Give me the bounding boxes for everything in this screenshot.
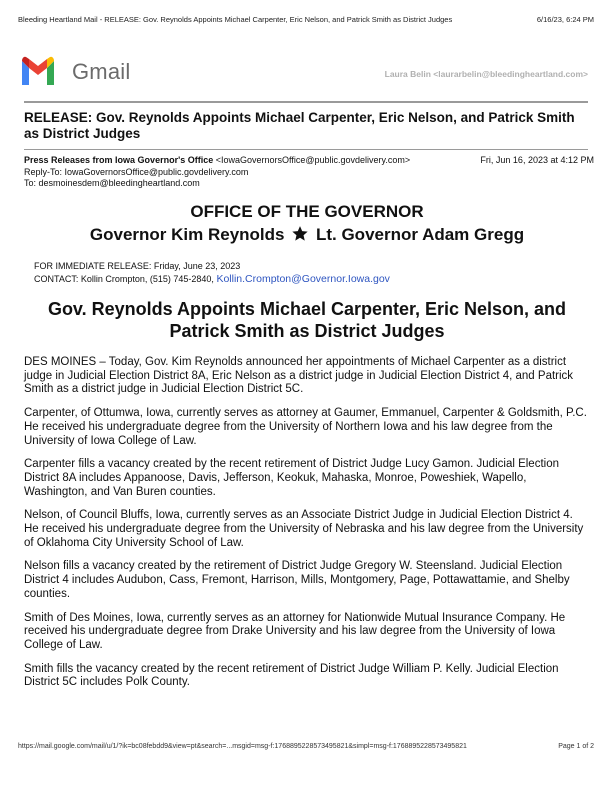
press-headline: Gov. Reynolds Appoints Michael Carpenter, Eric Nelson, and Patrick Smith as District Judges (47, 299, 567, 341)
page-number: Page 1 of 2 (558, 743, 594, 750)
office-heading: OFFICE OF THE GOVERNOR (190, 202, 424, 221)
email-meta (24, 155, 594, 190)
print-title: Bleeding Heartland Mail - RELEASE: Gov. Reynolds Appoints Michael Carpenter, Eric Nelson, and Patrick Smith as District Judges (18, 15, 453, 24)
governor-name: Governor Kim Reynolds (89, 225, 285, 244)
contact-email-link[interactable]: Kollin.Crompton@Governor.Iowa.gov (216, 273, 390, 285)
email-subject: RELEASE: Gov. Reynolds Appoints Michael Carpenter, Eric Nelson, and Patrick Smith as District Judges (24, 110, 575, 141)
header-divider (24, 101, 588, 103)
body-paragraph: DES MOINES – Today, Gov. Kim Reynolds announced her appointments of Michael Carpenter as a district judge in Judicial Election District 8A, Eric Nelson as a district judge in Judicial Election District 4, and Patrick Smith as a district judge in Judicial Election District 5C. (24, 356, 574, 396)
body-paragraph: Carpenter fills a vacancy created by the recent retirement of District Judge Lucy Gamon. Judicial Election District 8A includes Appanoose, Davis, Jefferson, Keokuk, Mahaska, Monroe, Poweshiek, Wapello, Washington, and Van Buren counties. (24, 458, 559, 498)
account-label: Laura Belin <laurarbelin@bleedingheartland.com> (384, 69, 588, 79)
body-paragraph: Nelson, of Council Bluffs, Iowa, currently serves as an Associate District Judge in Judicial Election District 4. He received his undergraduate degree from the University of Nebraska and his law degree from the University of Oklahoma City University School of Law. (24, 509, 584, 549)
subject-divider (24, 149, 588, 150)
reply-to: Reply-To: IowaGovernorsOffice@public.govdelivery.com (24, 166, 249, 177)
governor-line (24, 224, 590, 246)
gmail-wordmark: Gmail (72, 59, 131, 84)
body-paragraph: Smith of Des Moines, Iowa, currently serves as an attorney for Nationwide Mutual Insurance Company. He received his undergraduate degree from Drake University and his law degree from the University of Iowa College of Law. (24, 611, 566, 651)
body-paragraph: Carpenter, of Ottumwa, Iowa, currently serves as attorney at Gaumer, Emmanuel, Carpenter & Goldsmith, P.C. He received his undergraduate degree from the University of Northern Iowa and his law degree from the University of Iowa College of Law. (24, 407, 587, 447)
sender-name: Press Releases from Iowa Governor's Office (24, 155, 214, 165)
gmail-header (20, 55, 588, 91)
contact-line: CONTACT: Kollin Crompton, (515) 745-2840, (34, 274, 214, 284)
body-paragraph: Smith fills the vacancy created by the recent retirement of District Judge William P. Kelly. Judicial Election District 5C includes Polk County. (24, 662, 559, 689)
lt-governor-name: Lt. Governor Adam Gregg (315, 225, 525, 244)
release-info (34, 260, 590, 286)
star-icon (291, 225, 309, 242)
print-header (18, 15, 594, 24)
gmail-logo-icon[interactable] (20, 55, 56, 87)
sender-address[interactable]: <IowaGovernorsOffice@public.govdelivery.com> (215, 155, 411, 165)
page-url: https://mail.google.com/mail/u/1/?ik=bc08febdd9&view=pt&search=...msgid=msg-f:1768895228573495821&simpl=msg-f:1768895228573495821 (18, 743, 467, 750)
print-footer (18, 743, 594, 750)
body-paragraph: Nelson fills a vacancy created by the retirement of District Judge Gregory W. Steensland. Judicial Election District 4 includes Audubon, Cass, Fremont, Harrison, Mills, Montgomery, Page, Pottawattamie, and Shelby counties. (24, 560, 570, 600)
recipient: To: desmoinesdem@bleedingheartland.com (24, 178, 200, 188)
print-datetime: 6/16/23, 6:24 PM (536, 15, 594, 24)
release-date: FOR IMMEDIATE RELEASE: Friday, June 23, 2023 (34, 261, 241, 271)
email-body (24, 202, 590, 690)
email-date: Fri, Jun 16, 2023 at 4:12 PM (480, 155, 594, 165)
